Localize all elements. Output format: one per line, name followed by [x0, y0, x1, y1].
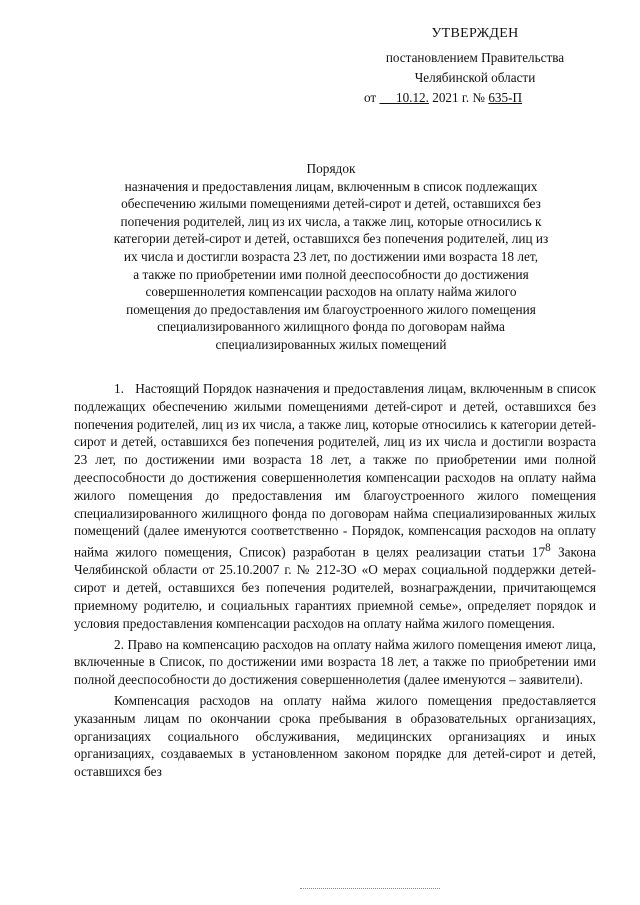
paragraph-1-text-end: Закона Челябинской области от 25.10.2007 г. № 212-ЗО «О мерах социальной поддержки детей-сирот и детей, оставшихся без попечения родителей, вознаграждении, причитающемся приемному родителю, и социальных гарантиях приемной семье», определяет порядок и условия предоставления компенсации расходов на оплату найма жилого помещения. [74, 544, 596, 631]
title-main: Порядок [306, 161, 356, 176]
title-line: специализированного жилищного фонда по договорам найма [157, 319, 505, 335]
paragraph-3: Компенсация расходов на оплату найма жилого помещения предоставляется указанным лицам по окончании срока пребывания в образовательных организациях, организациях социального обслуживания, медицинских организациях и иных организациях, создаваемых в установленном законом порядке для детей-сирот и детей, оставшихся без [74, 692, 596, 780]
title-line: а также по приобретении ими полной дееспособности до достижения [133, 266, 529, 282]
title-line: помещения до предоставления им благоустроенного жилого помещения [126, 301, 536, 317]
title-line: категории детей-сирот и детей, оставшихся без попечения родителей, лиц из [113, 231, 549, 247]
approval-date-value: 10.12. [395, 90, 429, 105]
title-line: попечения родителей, лиц из их числа, а также лиц, которые относились к [120, 213, 542, 229]
approval-from: от [364, 90, 377, 105]
title-line: совершеннолетия компенсации расходов на оплату найма жилого [145, 284, 517, 300]
paragraph-1 [74, 380, 596, 633]
approval-date-line [350, 88, 600, 108]
title-line: их числа и достигли возраста 23 лет, по достижении ими возраста 18 лет, [123, 248, 539, 264]
title-line: специализированных жилых помещений [215, 336, 447, 352]
approval-line-1: постановлением Правительства [385, 50, 565, 65]
paragraph-1-superscript: 8 [545, 542, 551, 555]
approval-date [379, 90, 428, 105]
paragraph-2: 2. Право на компенсацию расходов на оплату найма жилого помещения имеют лица, включенные в Список, по достижении ими возраста 18 лет, а также по приобретении ими полной дееспособности до достижения совершеннолетия (далее именуются – заявители). [74, 636, 596, 688]
scan-artifact-line [300, 888, 440, 890]
approval-number: 635-П [488, 90, 523, 105]
document-title [78, 160, 584, 354]
paragraph-1-text: 1. Настоящий Порядок назначения и предоставления лицам, включенным в список подлежащих обеспечению жилыми помещениями детей-сирот и детей, оставшихся без попечения родителей, лиц из их числа, а также лиц, которые относились к категории детей-сирот и детей, оставшихся без попечения родителей, лиц из их числа и достигли возраста 23 лет, по достижении ими возраста 18 лет, а также по приобретении ими полной дееспособности до достижения совершеннолетия компенсации расходов на оплату найма жилого помещения до предоставления им благоустроенного жилого помещения специализированного жилищного фонда по договорам найма специализированных жилых помещений (далее именуются соответственно - Порядок, компенсация расходов на оплату найма жилого помещения, Список) разработан в целях реализации статьи 17 [74, 381, 596, 560]
title-line: обеспечению жилыми помещениями детей-сирот и детей, оставшихся без [121, 196, 541, 212]
approval-heading: УТВЕРЖДЕН [431, 26, 519, 41]
approval-line-2: Челябинской области [414, 70, 536, 85]
approval-year: 2021 г. № [432, 90, 486, 105]
title-line: назначения и предоставления лицам, включенным в список подлежащих [124, 178, 538, 194]
document-body [74, 380, 596, 784]
approval-stamp [350, 24, 600, 108]
